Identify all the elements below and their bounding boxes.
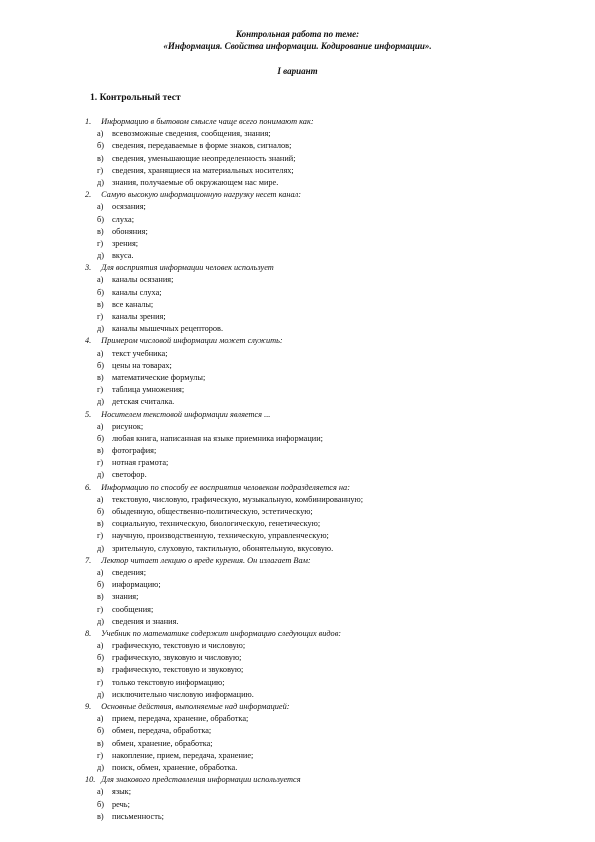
answer-option xyxy=(85,360,525,372)
option-text: обмен, хранение, обработка; xyxy=(112,738,213,748)
option-letter: в) xyxy=(97,665,104,675)
option-letter: б) xyxy=(97,799,104,809)
question-text: Самую высокую информационную нагрузку несет канал: xyxy=(101,190,302,200)
option-letter: г) xyxy=(97,750,104,760)
option-letter: а) xyxy=(97,202,104,212)
question-number: 6. xyxy=(85,482,92,492)
answer-option xyxy=(85,799,525,811)
answer-option xyxy=(85,750,525,762)
question-8 xyxy=(85,628,525,640)
answer-option xyxy=(85,372,525,384)
answer-option xyxy=(85,738,525,750)
option-letter: б) xyxy=(97,214,104,224)
question-7 xyxy=(85,555,525,567)
option-text: сообщения; xyxy=(112,604,154,614)
option-letter: г) xyxy=(97,165,104,175)
answer-option xyxy=(85,274,525,286)
option-text: социальную, техническую, биологическую, генетическую; xyxy=(112,519,321,529)
answer-option xyxy=(85,591,525,603)
question-number: 5. xyxy=(85,409,92,419)
question-text: Носителем текстовой информации является ... xyxy=(101,409,271,419)
option-text: светофор. xyxy=(112,470,147,480)
answer-option xyxy=(85,494,525,506)
option-letter: в) xyxy=(97,519,104,529)
option-text: текстовую, числовую, графическую, музыкальную, комбинированную; xyxy=(112,494,364,504)
option-letter: б) xyxy=(97,507,104,516)
question-3 xyxy=(85,262,525,274)
option-text: накопление, прием, передача, хранение; xyxy=(112,750,254,760)
option-letter: а) xyxy=(97,494,104,504)
option-letter: б) xyxy=(97,287,104,297)
option-letter: б) xyxy=(97,433,104,443)
question-text: Информацию в бытовом смысле чаще всего понимают как: xyxy=(101,117,314,126)
answer-option xyxy=(85,689,525,701)
answer-option xyxy=(85,579,525,591)
answer-option xyxy=(85,567,525,579)
option-text: всевозможные сведения, сообщения, знания; xyxy=(112,129,271,139)
option-text: язык; xyxy=(112,787,132,797)
option-text: поиск, обмен, хранение, обработка. xyxy=(112,762,238,772)
answer-option xyxy=(85,348,525,360)
option-text: графическую, текстовую и числовую; xyxy=(112,641,246,651)
answer-option xyxy=(85,177,525,189)
answer-option xyxy=(85,287,525,299)
option-letter: г) xyxy=(97,677,104,687)
answer-option xyxy=(85,250,525,262)
question-list xyxy=(85,116,525,823)
option-letter: д) xyxy=(97,397,104,407)
option-letter: а) xyxy=(97,348,104,358)
answer-option xyxy=(85,445,525,457)
option-letter: г) xyxy=(97,458,104,468)
answer-option xyxy=(85,165,525,177)
option-letter: д) xyxy=(97,762,104,772)
question-text: Для восприятия информации человек использует xyxy=(101,263,274,273)
question-text: Учебник по математике содержит информацию следующих видов: xyxy=(101,628,342,638)
question-number: 1. xyxy=(85,117,92,126)
question-4 xyxy=(85,335,525,347)
answer-option xyxy=(85,518,525,530)
option-letter: д) xyxy=(97,251,104,261)
option-text: нотная грамота; xyxy=(112,458,169,468)
answer-option xyxy=(85,421,525,433)
option-text: каналы зрения; xyxy=(112,312,166,321)
answer-option xyxy=(85,469,525,481)
option-letter: г) xyxy=(97,238,104,248)
answer-option xyxy=(85,506,525,518)
option-text: сведения, хранящиеся на материальных носителях; xyxy=(112,165,294,175)
answer-option xyxy=(85,664,525,676)
option-letter: в) xyxy=(97,226,104,236)
question-5 xyxy=(85,409,525,421)
answer-option xyxy=(85,299,525,311)
option-letter: д) xyxy=(97,543,104,553)
question-number: 10. xyxy=(85,775,96,785)
answer-option xyxy=(85,128,525,140)
option-letter: а) xyxy=(97,641,104,651)
answer-option xyxy=(85,433,525,445)
option-text: обоняния; xyxy=(112,226,148,236)
option-letter: д) xyxy=(97,470,104,480)
answer-option xyxy=(85,786,525,798)
option-letter: а) xyxy=(97,787,104,797)
answer-option xyxy=(85,226,525,238)
answer-option xyxy=(85,384,525,396)
option-letter: в) xyxy=(97,446,104,456)
option-letter: в) xyxy=(97,811,104,821)
answer-option xyxy=(85,640,525,652)
answer-option xyxy=(85,616,525,628)
answer-option xyxy=(85,762,525,774)
option-text: фотография; xyxy=(112,446,157,456)
option-text: научную, производственную, техническую, управленческую; xyxy=(112,531,329,541)
option-text: обмен, передача, обработка; xyxy=(112,726,212,736)
option-letter: а) xyxy=(97,421,104,431)
option-letter: б) xyxy=(97,360,104,370)
answer-option xyxy=(85,323,525,335)
option-text: цены на товарах; xyxy=(112,360,172,370)
option-text: сведения, уменьшающие неопределенность знаний; xyxy=(112,153,296,163)
answer-option xyxy=(85,214,525,226)
option-letter: а) xyxy=(97,129,104,139)
answer-option xyxy=(85,677,525,689)
option-letter: г) xyxy=(97,312,104,321)
question-text: Лектор читает лекцию о вреде курения. Он излагает Вам: xyxy=(101,555,311,565)
option-text: каналы слуха; xyxy=(112,287,162,297)
option-letter: б) xyxy=(97,726,104,736)
option-letter: г) xyxy=(97,531,104,541)
option-letter: д) xyxy=(97,177,104,187)
option-text: зрения; xyxy=(112,238,139,248)
option-letter: а) xyxy=(97,275,104,285)
option-letter: б) xyxy=(97,653,104,663)
option-text: все каналы; xyxy=(112,299,154,309)
option-text: графическую, звуковую и числовую; xyxy=(112,653,242,663)
option-text: сведения; xyxy=(112,567,147,577)
option-letter: б) xyxy=(97,580,104,590)
option-text: графическую, текстовую и звуковую; xyxy=(112,665,244,675)
question-10 xyxy=(85,774,525,786)
answer-option xyxy=(85,396,525,408)
option-letter: а) xyxy=(97,567,104,577)
option-letter: в) xyxy=(97,299,104,309)
question-number: 3. xyxy=(85,263,92,273)
option-letter: д) xyxy=(97,616,104,626)
option-text: математические формулы; xyxy=(112,372,206,382)
answer-option xyxy=(85,543,525,555)
doc-title: Контрольная работа по теме: xyxy=(235,29,360,39)
question-number: 4. xyxy=(85,336,92,346)
answer-option xyxy=(85,153,525,165)
question-number: 8. xyxy=(85,628,92,638)
option-letter: д) xyxy=(97,689,104,699)
answer-option xyxy=(85,713,525,725)
option-text: речь; xyxy=(112,799,130,809)
answer-option xyxy=(85,140,525,152)
question-number: 2. xyxy=(85,190,92,200)
option-letter: в) xyxy=(97,372,104,382)
answer-option xyxy=(85,457,525,469)
option-text: зрительную, слуховую, тактильную, обонятельную, вкусовую. xyxy=(112,543,334,553)
option-text: таблица умножения; xyxy=(112,385,185,395)
option-letter: г) xyxy=(97,385,104,395)
answer-option xyxy=(85,604,525,616)
option-text: любая книга, написанная на языке приемника информации; xyxy=(112,433,323,443)
option-text: знания, получаемые об окружающем нас мире. xyxy=(112,177,279,187)
option-letter: в) xyxy=(97,738,104,748)
question-6 xyxy=(85,482,525,494)
doc-subtitle: «Информация. Свойства информации. Кодирование информации». xyxy=(163,41,432,51)
option-letter: а) xyxy=(97,714,104,724)
option-text: исключительно числовую информацию. xyxy=(112,689,254,699)
section-title: 1. Контрольный тест xyxy=(90,92,181,103)
option-letter: в) xyxy=(97,153,104,163)
question-text: Для знакового представления информации используется xyxy=(101,775,301,785)
option-letter: д) xyxy=(97,324,104,334)
option-text: сведения и знания. xyxy=(112,616,179,626)
option-text: текст учебника; xyxy=(112,348,168,358)
answer-option xyxy=(85,238,525,250)
question-text: Примером числовой информации может служить: xyxy=(101,336,283,346)
option-text: осязания; xyxy=(112,202,146,212)
question-number: 9. xyxy=(85,702,92,711)
option-text: слуха; xyxy=(112,214,134,224)
question-number: 7. xyxy=(85,555,92,565)
option-letter: б) xyxy=(97,141,104,151)
question-text: Основные действия, выполняемые над информацией: xyxy=(101,702,290,711)
variant-label: I вариант xyxy=(277,66,318,76)
answer-option xyxy=(85,811,525,823)
option-text: только текстовую информацию; xyxy=(112,677,225,687)
question-2 xyxy=(85,189,525,201)
answer-option xyxy=(85,311,525,323)
answer-option xyxy=(85,725,525,737)
question-9 xyxy=(85,701,525,713)
option-text: каналы осязания; xyxy=(112,275,174,285)
answer-option xyxy=(85,530,525,542)
option-letter: в) xyxy=(97,592,104,602)
option-text: рисунок; xyxy=(112,421,144,431)
question-1 xyxy=(85,116,525,128)
option-text: детская считалка. xyxy=(112,397,175,407)
option-letter: г) xyxy=(97,604,104,614)
option-text: каналы мышечных рецепторов. xyxy=(112,324,224,334)
option-text: обыденную, общественно-политическую, эстетическую; xyxy=(112,507,313,516)
option-text: письменность; xyxy=(112,811,164,821)
question-text: Информацию по способу ее восприятия человеком подразделяется на: xyxy=(101,482,350,492)
option-text: вкуса. xyxy=(112,251,134,261)
answer-option xyxy=(85,201,525,213)
option-text: сведения, передаваемые в форме знаков, сигналов; xyxy=(112,141,292,151)
answer-option xyxy=(85,652,525,664)
option-text: знания; xyxy=(112,592,139,602)
option-text: информацию; xyxy=(112,580,161,590)
option-text: прием, передача, хранение, обработка; xyxy=(112,714,249,724)
